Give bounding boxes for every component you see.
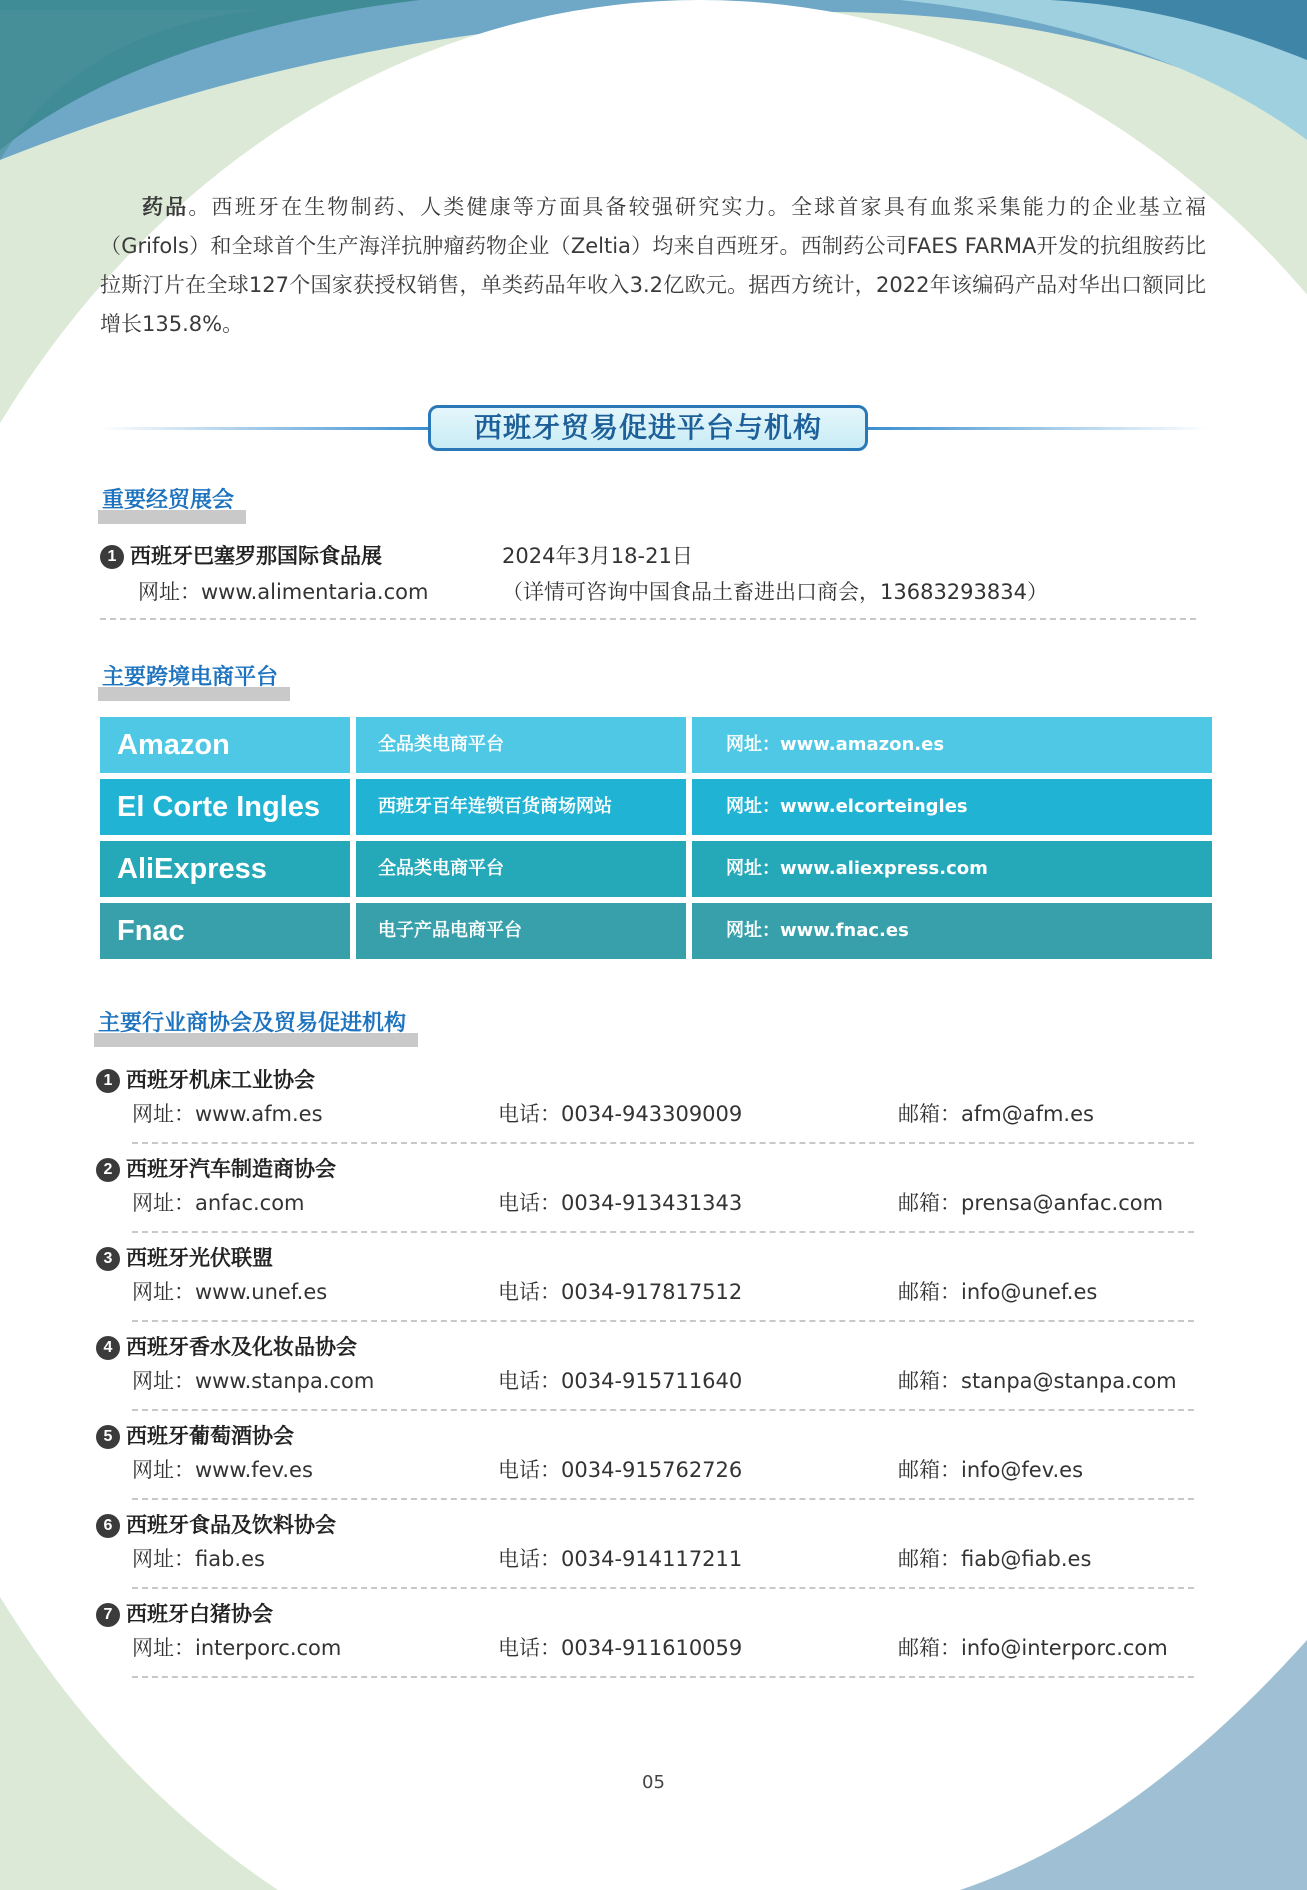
platforms-heading: 主要跨境电商平台 bbox=[98, 663, 284, 693]
associations-heading: 主要行业商协会及贸易促进机构 bbox=[94, 1009, 412, 1039]
divider bbox=[100, 618, 1196, 620]
platform-name: Fnac bbox=[100, 903, 350, 959]
banner-line-left bbox=[100, 427, 430, 430]
association-email[interactable]: 邮箱：stanpa@stanpa.com bbox=[898, 1369, 1177, 1393]
platform-url[interactable]: 网址：www.amazon.es bbox=[692, 717, 1212, 773]
platform-row bbox=[100, 841, 1212, 897]
platform-desc: 电子产品电商平台 bbox=[356, 903, 686, 959]
platform-desc: 全品类电商平台 bbox=[356, 717, 686, 773]
association-name: 西班牙食品及饮料协会 bbox=[126, 1513, 336, 1537]
association-name-row bbox=[96, 1420, 294, 1452]
association-email[interactable]: 邮箱：afm@afm.es bbox=[898, 1102, 1094, 1126]
platform-desc: 西班牙百年连锁百货商场网站 bbox=[356, 779, 686, 835]
platform-row bbox=[100, 779, 1212, 835]
banner-line-right bbox=[868, 427, 1208, 430]
association-name-row bbox=[96, 1509, 336, 1541]
divider bbox=[132, 1320, 1194, 1322]
divider bbox=[132, 1231, 1194, 1233]
association-website[interactable]: 网址：fiab.es bbox=[132, 1547, 265, 1571]
divider bbox=[132, 1587, 1194, 1589]
divider bbox=[132, 1142, 1194, 1144]
page-number: 05 bbox=[642, 1772, 665, 1793]
number-badge: 5 bbox=[96, 1425, 120, 1449]
platform-name: El Corte Ingles bbox=[100, 779, 350, 835]
association-website[interactable]: 网址：www.afm.es bbox=[132, 1102, 323, 1126]
association-email[interactable]: 邮箱：info@fev.es bbox=[898, 1458, 1084, 1482]
association-name: 西班牙香水及化妆品协会 bbox=[126, 1335, 357, 1359]
fair-name-row bbox=[100, 540, 382, 572]
fair-contact-note: （详情可咨询中国食品土畜进出口商会，13683293834） bbox=[502, 580, 1048, 604]
number-badge: 6 bbox=[96, 1514, 120, 1538]
association-email[interactable]: 邮箱：prensa@anfac.com bbox=[898, 1191, 1164, 1215]
platform-url[interactable]: 网址：www.aliexpress.com bbox=[692, 841, 1212, 897]
divider bbox=[132, 1409, 1194, 1411]
association-phone: 电话：0034-913431343 bbox=[498, 1191, 743, 1215]
intro-lead: 药品 bbox=[142, 195, 189, 219]
fair-website[interactable]: 网址：www.alimentaria.com bbox=[138, 580, 429, 604]
association-email[interactable]: 邮箱：info@interporc.com bbox=[898, 1636, 1168, 1660]
number-badge: 4 bbox=[96, 1336, 120, 1360]
association-phone: 电话：0034-914117211 bbox=[498, 1547, 743, 1571]
association-website[interactable]: 网址：www.unef.es bbox=[132, 1280, 328, 1304]
platform-url[interactable]: 网址：www.elcorteingles bbox=[692, 779, 1212, 835]
association-item bbox=[96, 1064, 1200, 1152]
intro-paragraph bbox=[100, 188, 1206, 344]
association-website[interactable]: 网址：anfac.com bbox=[132, 1191, 305, 1215]
fairs-heading: 重要经贸展会 bbox=[98, 486, 240, 516]
association-name-row bbox=[96, 1242, 273, 1274]
number-badge: 1 bbox=[100, 545, 124, 569]
platform-name: AliExpress bbox=[100, 841, 350, 897]
association-website[interactable]: 网址：www.fev.es bbox=[132, 1458, 313, 1482]
platforms-table bbox=[100, 717, 1212, 965]
number-badge: 7 bbox=[96, 1603, 120, 1627]
number-badge: 1 bbox=[96, 1069, 120, 1093]
fair-item bbox=[100, 540, 1200, 620]
association-item bbox=[96, 1420, 1200, 1508]
association-name: 西班牙光伏联盟 bbox=[126, 1246, 273, 1270]
association-website[interactable]: 网址：interporc.com bbox=[132, 1636, 342, 1660]
association-website[interactable]: 网址：www.stanpa.com bbox=[132, 1369, 375, 1393]
association-name-row bbox=[96, 1331, 357, 1363]
association-name-row bbox=[96, 1153, 336, 1185]
divider bbox=[132, 1498, 1194, 1500]
association-phone: 电话：0034-943309009 bbox=[498, 1102, 743, 1126]
section-banner: 西班牙贸易促进平台与机构 bbox=[428, 405, 868, 451]
association-phone: 电话：0034-915711640 bbox=[498, 1369, 743, 1393]
association-item bbox=[96, 1509, 1200, 1597]
association-email[interactable]: 邮箱：info@unef.es bbox=[898, 1280, 1098, 1304]
association-item bbox=[96, 1598, 1200, 1686]
association-item bbox=[96, 1331, 1200, 1419]
association-phone: 电话：0034-911610059 bbox=[498, 1636, 743, 1660]
platform-row bbox=[100, 717, 1212, 773]
association-item bbox=[96, 1153, 1200, 1241]
association-phone: 电话：0034-917817512 bbox=[498, 1280, 743, 1304]
association-name: 西班牙葡萄酒协会 bbox=[126, 1424, 294, 1448]
divider bbox=[132, 1676, 1194, 1678]
platform-name: Amazon bbox=[100, 717, 350, 773]
association-name-row bbox=[96, 1064, 315, 1096]
association-name-row bbox=[96, 1598, 273, 1630]
platform-row bbox=[100, 903, 1212, 959]
platform-desc: 全品类电商平台 bbox=[356, 841, 686, 897]
association-name: 西班牙白猪协会 bbox=[126, 1602, 273, 1626]
association-email[interactable]: 邮箱：fiab@fiab.es bbox=[898, 1547, 1092, 1571]
platform-url[interactable]: 网址：www.fnac.es bbox=[692, 903, 1212, 959]
fair-name: 西班牙巴塞罗那国际食品展 bbox=[130, 544, 382, 568]
number-badge: 2 bbox=[96, 1158, 120, 1182]
intro-text: 。西班牙在生物制药、人类健康等方面具备较强研究实力。全球首家具有血浆采集能力的企业基立福（Grifols）和全球首个生产海洋抗肿瘤药物企业（Zeltia）均来自西班牙。西制药公司FAES FARMA开发的抗组胺药比拉斯汀片在全球127个国家获授权销售，单类药品年收入3.2亿欧元。据西方统计，2022年该编码产品对华出口额同比增长135.8%。 bbox=[100, 195, 1206, 336]
number-badge: 3 bbox=[96, 1247, 120, 1271]
fair-date: 2024年3月18-21日 bbox=[502, 544, 693, 568]
association-name: 西班牙汽车制造商协会 bbox=[126, 1157, 336, 1181]
association-name: 西班牙机床工业协会 bbox=[126, 1068, 315, 1092]
association-item bbox=[96, 1242, 1200, 1330]
association-phone: 电话：0034-915762726 bbox=[498, 1458, 743, 1482]
